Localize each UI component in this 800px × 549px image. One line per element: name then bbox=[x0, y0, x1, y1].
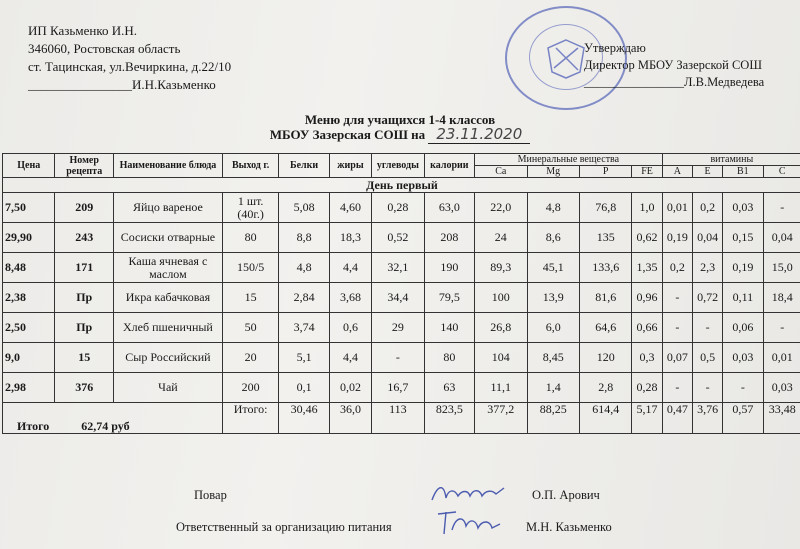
col-e: E bbox=[692, 166, 722, 178]
table-row bbox=[3, 373, 800, 403]
total-fat: 36,0 bbox=[329, 403, 371, 434]
cell-yield: 150/5 bbox=[222, 253, 278, 283]
table-row bbox=[3, 313, 800, 343]
total-yield-label: Итого: bbox=[222, 403, 278, 434]
col-dish: Наименование блюда bbox=[113, 154, 222, 178]
total-protein: 30,46 bbox=[279, 403, 329, 434]
cell-carbs: 32,1 bbox=[372, 253, 424, 283]
title-line-2 bbox=[0, 127, 800, 142]
cell-carbs: - bbox=[372, 343, 424, 373]
cell-mg: 4,8 bbox=[527, 193, 579, 223]
header-row-1 bbox=[3, 154, 800, 166]
cell-b1: 0,03 bbox=[723, 193, 763, 223]
col-recipe: Номер рецепта bbox=[55, 154, 114, 178]
cell-protein: 5,08 bbox=[279, 193, 329, 223]
total-ca: 377,2 bbox=[475, 403, 527, 434]
cell-recipe: Пр bbox=[55, 313, 114, 343]
col-yield: Выход г. bbox=[222, 154, 278, 178]
approval-block bbox=[584, 40, 764, 91]
total-label-cell bbox=[3, 403, 223, 434]
cell-e: 0,5 bbox=[692, 343, 722, 373]
day-row bbox=[3, 178, 800, 193]
menu-title bbox=[0, 112, 800, 142]
organization-block bbox=[28, 22, 231, 94]
cell-protein: 2,84 bbox=[279, 283, 329, 313]
cell-price: 2,50 bbox=[3, 313, 55, 343]
menu-table bbox=[2, 153, 800, 434]
table-row bbox=[3, 343, 800, 373]
col-mg: Mg bbox=[527, 166, 579, 178]
stamp-emblem-icon bbox=[544, 38, 588, 80]
col-vitamins: витамины bbox=[662, 154, 800, 166]
cell-c: 0,01 bbox=[763, 343, 800, 373]
cell-kcal: 63,0 bbox=[424, 193, 474, 223]
col-carbs: углеводы bbox=[372, 154, 424, 178]
cell-fe: 0,96 bbox=[632, 283, 662, 313]
col-c: C bbox=[763, 166, 800, 178]
cell-price: 8,48 bbox=[3, 253, 55, 283]
cell-e: 0,72 bbox=[692, 283, 722, 313]
cell-ca: 22,0 bbox=[475, 193, 527, 223]
cell-p: 120 bbox=[579, 343, 631, 373]
cell-a: - bbox=[662, 373, 692, 403]
cell-mg: 1,4 bbox=[527, 373, 579, 403]
cell-e: 0,04 bbox=[692, 223, 722, 253]
cell-kcal: 190 bbox=[424, 253, 474, 283]
approve-line-3: ________________Л.В.Медведева bbox=[584, 75, 765, 89]
cell-recipe: 376 bbox=[55, 373, 114, 403]
cell-mg: 13,9 bbox=[527, 283, 579, 313]
cell-c: 0,03 bbox=[763, 373, 800, 403]
table-row bbox=[3, 223, 800, 253]
total-b1: 0,57 bbox=[723, 403, 763, 434]
cell-carbs: 0,52 bbox=[372, 223, 424, 253]
cell-c: 18,4 bbox=[763, 283, 800, 313]
cell-price: 2,38 bbox=[3, 283, 55, 313]
cell-recipe: 209 bbox=[55, 193, 114, 223]
cell-price: 2,98 bbox=[3, 373, 55, 403]
cell-fat: 3,68 bbox=[329, 283, 371, 313]
cook-label: Повар bbox=[194, 488, 227, 502]
title-line-1: Меню для учащихся 1-4 классов bbox=[304, 112, 496, 127]
cell-b1: 0,06 bbox=[723, 313, 763, 343]
cell-fe: 0,3 bbox=[632, 343, 662, 373]
cell-b1: - bbox=[723, 373, 763, 403]
cell-p: 133,6 bbox=[579, 253, 631, 283]
cell-a: 0,01 bbox=[662, 193, 692, 223]
cell-protein: 3,74 bbox=[279, 313, 329, 343]
cell-a: - bbox=[662, 283, 692, 313]
col-p: P bbox=[579, 166, 631, 178]
total-a: 0,47 bbox=[662, 403, 692, 434]
cell-b1: 0,03 bbox=[723, 343, 763, 373]
cell-p: 76,8 bbox=[579, 193, 631, 223]
org-line-1: ИП Казьменко И.Н. bbox=[28, 23, 137, 38]
cell-a: 0,07 bbox=[662, 343, 692, 373]
cell-price: 7,50 bbox=[3, 193, 55, 223]
total-e: 3,76 bbox=[692, 403, 722, 434]
cell-e: - bbox=[692, 313, 722, 343]
cell-price: 9,0 bbox=[3, 343, 55, 373]
col-fe: FE bbox=[632, 166, 662, 178]
total-p: 614,4 bbox=[579, 403, 631, 434]
cell-yield: 1 шт. (40г.) bbox=[222, 193, 278, 223]
cell-b1: 0,19 bbox=[723, 253, 763, 283]
total-mg: 88,25 bbox=[527, 403, 579, 434]
cell-dish: Икра кабачковая bbox=[113, 283, 222, 313]
total-row bbox=[3, 403, 800, 434]
cell-yield: 200 bbox=[222, 373, 278, 403]
title-school: МБОУ Зазерская СОШ на bbox=[269, 127, 426, 142]
cook-name: О.П. Арович bbox=[532, 488, 600, 502]
col-b1: B1 bbox=[723, 166, 763, 178]
cell-protein: 4,8 bbox=[279, 253, 329, 283]
day-label: День первый bbox=[3, 178, 800, 193]
cell-dish: Сосиски отварные bbox=[113, 223, 222, 253]
cell-e: 0,2 bbox=[692, 193, 722, 223]
cell-e: - bbox=[692, 373, 722, 403]
org-line-3: ст. Тацинская, ул.Вечиркина, д.22/10 bbox=[28, 59, 232, 74]
approve-line-2: Директор МБОУ Зазерской СОШ bbox=[584, 58, 762, 72]
cell-ca: 11,1 bbox=[475, 373, 527, 403]
cell-recipe: 171 bbox=[55, 253, 114, 283]
cell-yield: 80 bbox=[222, 223, 278, 253]
cell-dish: Хлеб пшеничный bbox=[113, 313, 222, 343]
total-kcal: 823,5 bbox=[424, 403, 474, 434]
cell-fe: 0,62 bbox=[632, 223, 662, 253]
cell-b1: 0,11 bbox=[723, 283, 763, 313]
total-carbs: 113 bbox=[372, 403, 424, 434]
col-ca: Ca bbox=[475, 166, 527, 178]
cell-protein: 0,1 bbox=[279, 373, 329, 403]
cell-protein: 8,8 bbox=[279, 223, 329, 253]
cell-kcal: 79,5 bbox=[424, 283, 474, 313]
cell-a: - bbox=[662, 313, 692, 343]
cell-dish: Яйцо вареное bbox=[113, 193, 222, 223]
cell-fe: 1,0 bbox=[632, 193, 662, 223]
cell-fat: 4,4 bbox=[329, 253, 371, 283]
cell-p: 64,6 bbox=[579, 313, 631, 343]
cell-dish: Каша ячневая с маслом bbox=[113, 253, 222, 283]
cell-c: - bbox=[763, 193, 800, 223]
cell-fat: 0,02 bbox=[329, 373, 371, 403]
cell-price: 29,90 bbox=[3, 223, 55, 253]
cell-p: 81,6 bbox=[579, 283, 631, 313]
cell-ca: 24 bbox=[475, 223, 527, 253]
cell-ca: 104 bbox=[475, 343, 527, 373]
total-body bbox=[3, 403, 800, 434]
col-kcal: калории bbox=[424, 154, 474, 178]
responsible-label: Ответственный за организацию питания bbox=[176, 520, 392, 534]
cell-fe: 1,35 bbox=[632, 253, 662, 283]
cell-mg: 8,45 bbox=[527, 343, 579, 373]
cell-carbs: 29 bbox=[372, 313, 424, 343]
cell-kcal: 208 bbox=[424, 223, 474, 253]
cell-yield: 50 bbox=[222, 313, 278, 343]
menu-body bbox=[3, 178, 800, 403]
cell-recipe: 15 bbox=[55, 343, 114, 373]
cell-mg: 6,0 bbox=[527, 313, 579, 343]
table-row bbox=[3, 193, 800, 223]
cell-fat: 18,3 bbox=[329, 223, 371, 253]
col-protein: Белки bbox=[279, 154, 329, 178]
cell-recipe: Пр bbox=[55, 283, 114, 313]
cook-signature bbox=[430, 480, 506, 506]
col-minerals: Минеральные вещества bbox=[475, 154, 663, 166]
cell-ca: 100 bbox=[475, 283, 527, 313]
cell-c: 0,04 bbox=[763, 223, 800, 253]
total-label: Итого bbox=[17, 419, 50, 433]
responsible-signature bbox=[434, 508, 504, 538]
approve-line-1: Утверждаю bbox=[584, 41, 646, 55]
org-line-4: ________________И.Н.Казьменко bbox=[28, 77, 216, 92]
table-row bbox=[3, 253, 800, 283]
cell-yield: 15 bbox=[222, 283, 278, 313]
cell-kcal: 140 bbox=[424, 313, 474, 343]
total-c: 33,48 bbox=[763, 403, 800, 434]
cell-ca: 89,3 bbox=[475, 253, 527, 283]
cell-fe: 0,28 bbox=[632, 373, 662, 403]
total-fe: 5,17 bbox=[632, 403, 662, 434]
table-row bbox=[3, 283, 800, 313]
cell-carbs: 0,28 bbox=[372, 193, 424, 223]
menu-date: 23.11.2020 bbox=[428, 125, 530, 144]
cell-kcal: 63 bbox=[424, 373, 474, 403]
cell-c: 15,0 bbox=[763, 253, 800, 283]
cell-p: 135 bbox=[579, 223, 631, 253]
cell-e: 2,3 bbox=[692, 253, 722, 283]
col-a: A bbox=[662, 166, 692, 178]
col-price: Цена bbox=[3, 154, 55, 178]
total-sum: 62,74 руб bbox=[81, 419, 130, 433]
cell-mg: 45,1 bbox=[527, 253, 579, 283]
cell-kcal: 80 bbox=[424, 343, 474, 373]
responsible-name: М.Н. Казьменко bbox=[526, 520, 612, 534]
cell-carbs: 16,7 bbox=[372, 373, 424, 403]
org-line-2: 346060, Ростовская область bbox=[28, 41, 181, 56]
cell-fat: 4,60 bbox=[329, 193, 371, 223]
cell-mg: 8,6 bbox=[527, 223, 579, 253]
cell-fat: 0,6 bbox=[329, 313, 371, 343]
cell-b1: 0,15 bbox=[723, 223, 763, 253]
cell-a: 0,2 bbox=[662, 253, 692, 283]
cell-yield: 20 bbox=[222, 343, 278, 373]
cell-p: 2,8 bbox=[579, 373, 631, 403]
cell-fe: 0,66 bbox=[632, 313, 662, 343]
col-fat: жиры bbox=[329, 154, 371, 178]
cell-protein: 5,1 bbox=[279, 343, 329, 373]
cell-a: 0,19 bbox=[662, 223, 692, 253]
cell-dish: Сыр Российский bbox=[113, 343, 222, 373]
cell-dish: Чай bbox=[113, 373, 222, 403]
cell-ca: 26,8 bbox=[475, 313, 527, 343]
cell-carbs: 34,4 bbox=[372, 283, 424, 313]
cell-fat: 4,4 bbox=[329, 343, 371, 373]
cell-recipe: 243 bbox=[55, 223, 114, 253]
cell-c: - bbox=[763, 313, 800, 343]
